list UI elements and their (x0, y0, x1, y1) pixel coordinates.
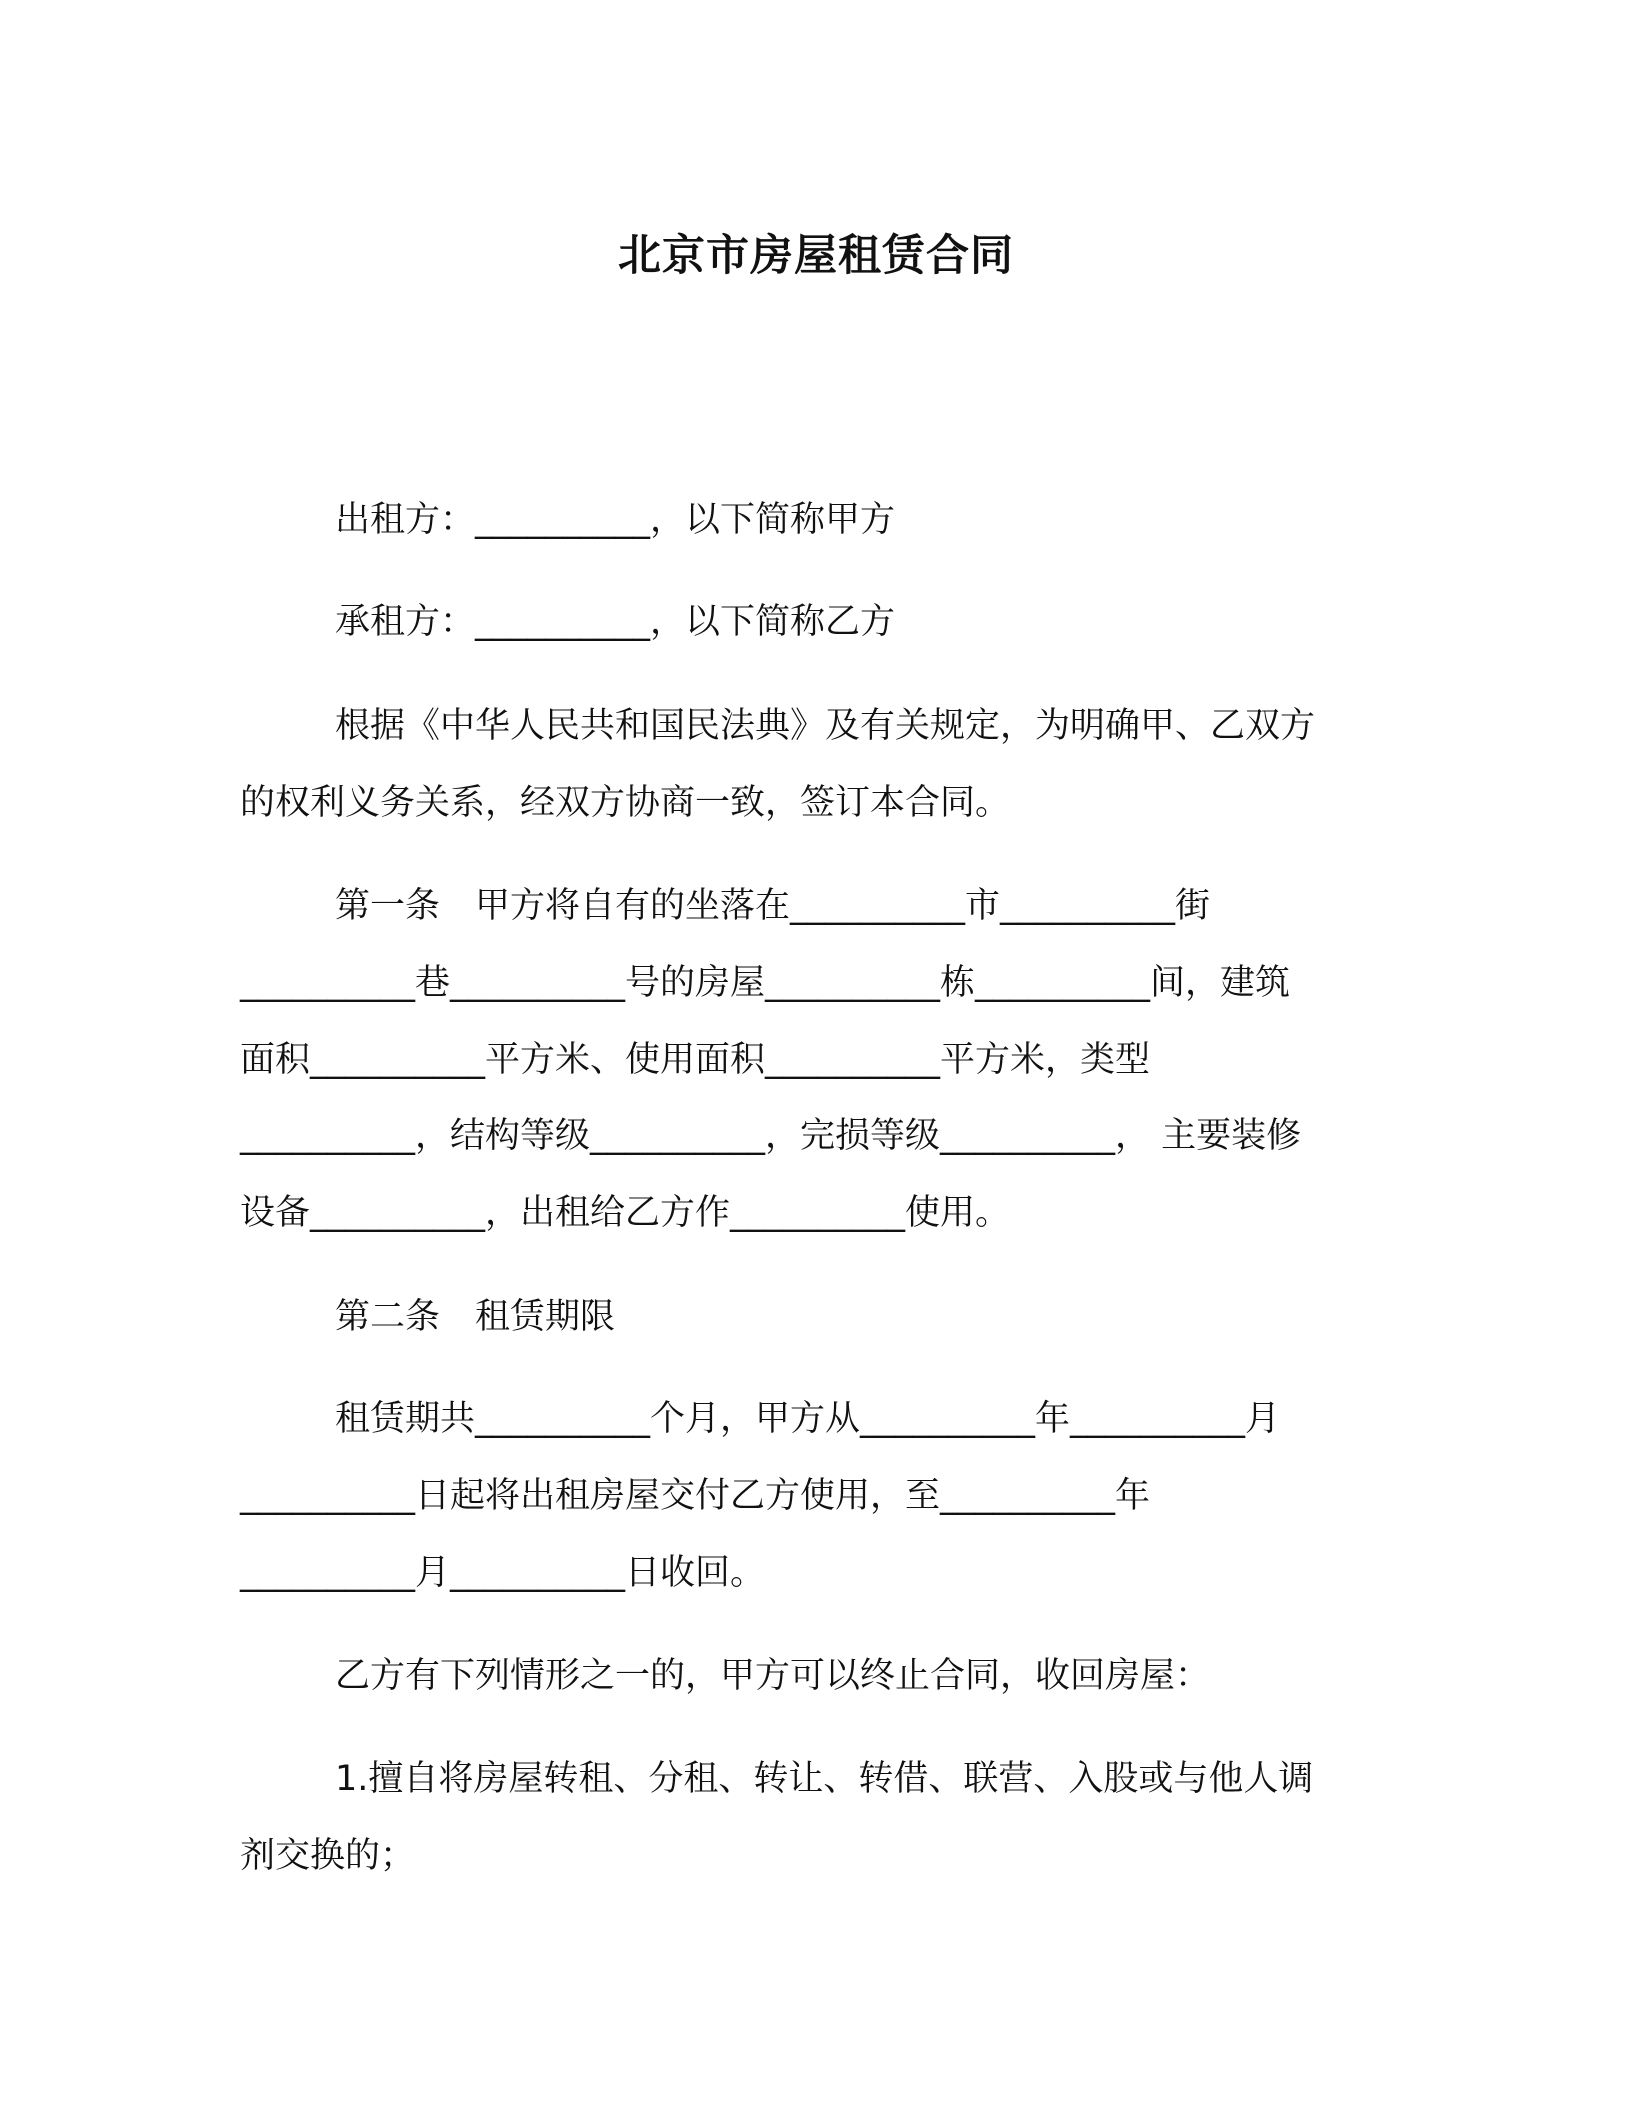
term-line-2: __________日起将出租房屋交付乙方使用，至__________年 (240, 1476, 1151, 1516)
article-1-line-2: __________巷__________号的房屋__________栋__________间，建筑 (240, 963, 1291, 1003)
clause-1-line-1: 1.擅自将房屋转租、分租、转让、转借、联营、入股或与他人调 (335, 1759, 1314, 1799)
clause-1-line-2: 剂交换的； (240, 1836, 416, 1876)
lessee-line: 承租方：__________，以下简称乙方 (335, 602, 896, 642)
preamble-line-1: 根据《中华人民共和国民法典》及有关规定，为明确甲、乙双方 (335, 706, 1316, 746)
article-1-line-4: __________，结构等级__________，完损等级__________， 主要装修 (240, 1116, 1302, 1156)
article-2-heading: 第二条 租赁期限 (335, 1297, 616, 1337)
article-1-line-1: 第一条 甲方将自有的坐落在__________市__________街 (335, 886, 1211, 926)
termination-intro: 乙方有下列情形之一的，甲方可以终止合同，收回房屋： (335, 1656, 1211, 1696)
document-title: 北京市房屋租赁合同 (618, 231, 1014, 281)
lessor-line: 出租方：__________，以下简称甲方 (335, 500, 896, 540)
article-1-line-5: 设备__________，出租给乙方作__________使用。 (240, 1193, 1011, 1233)
preamble-line-2: 的权利义务关系，经双方协商一致，签订本合同。 (240, 783, 1011, 823)
article-1-line-3: 面积__________平方米、使用面积__________平方米，类型 (240, 1040, 1151, 1080)
term-line-3: __________月__________日收回。 (240, 1553, 766, 1593)
term-line-1: 租赁期共__________个月，甲方从__________年__________月 (335, 1399, 1281, 1439)
